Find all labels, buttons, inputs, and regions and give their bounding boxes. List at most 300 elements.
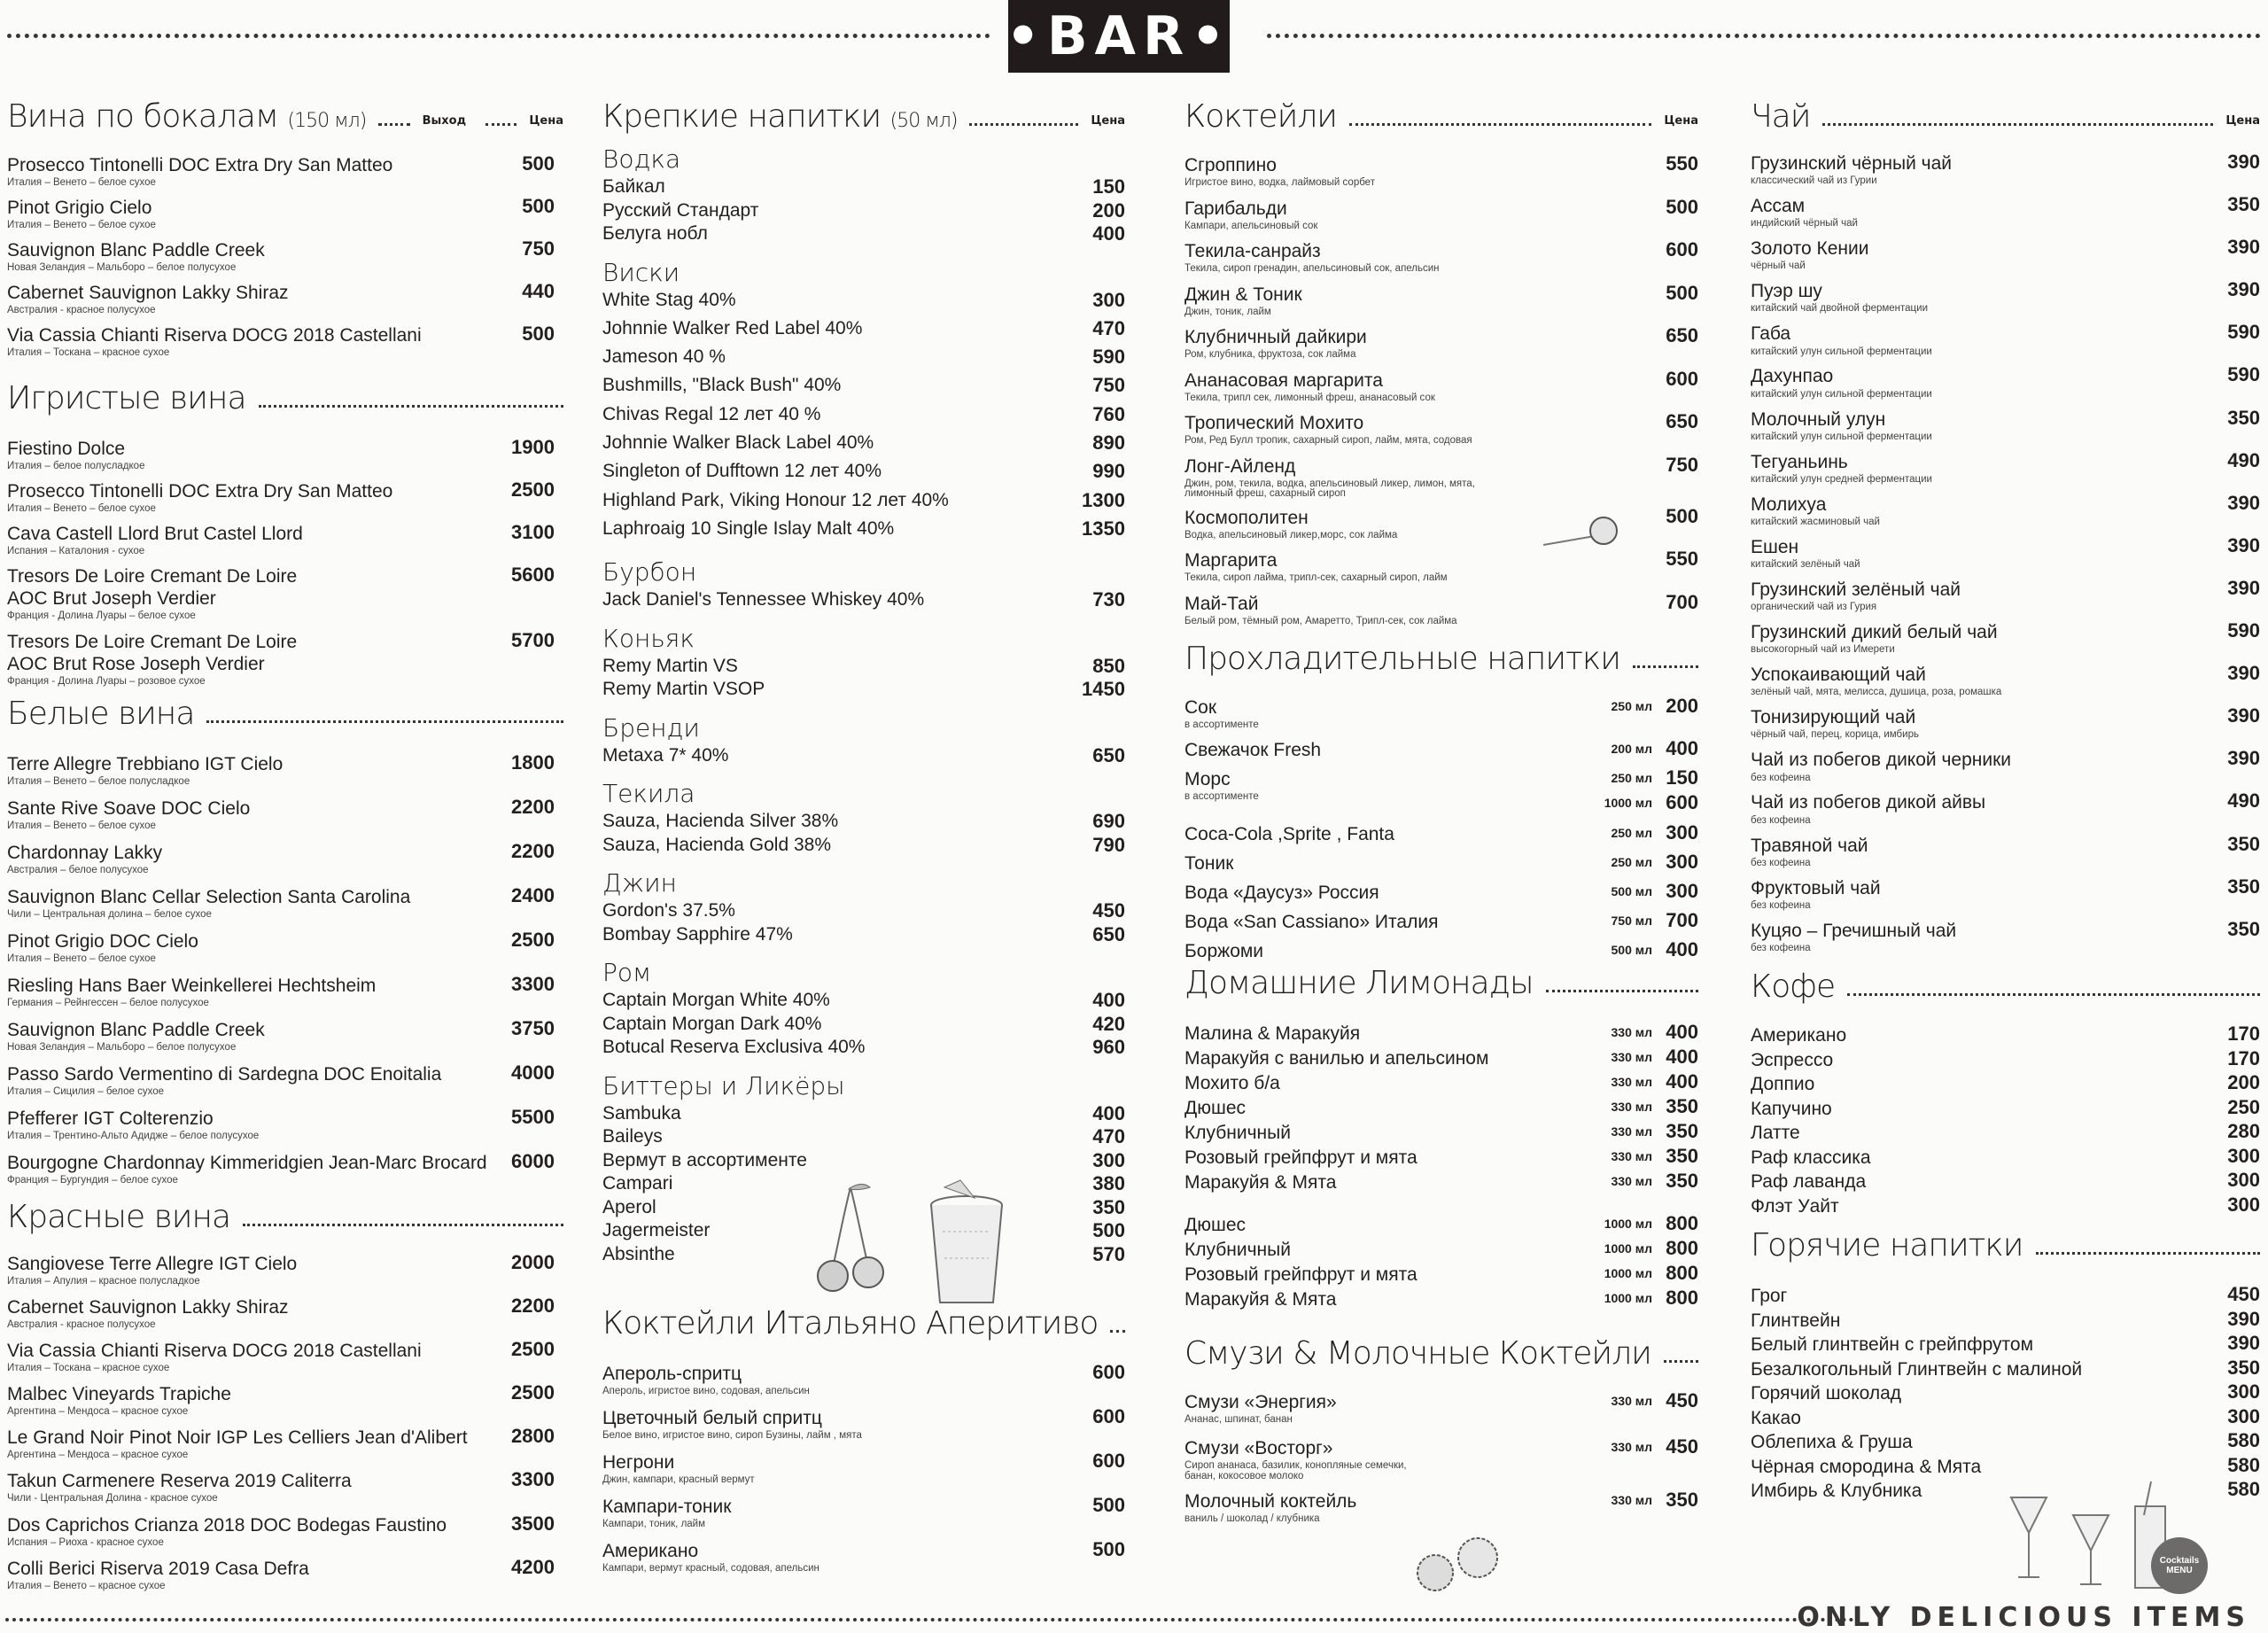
menu-item [7,1296,563,1340]
item-description: без кофеина [1751,772,1811,783]
item-price: 450 [1092,899,1125,922]
item-price: 5600 [511,564,555,586]
menu-item [7,1427,563,1470]
menu-section-spirits [602,94,1125,1268]
item-name: Маракуйя & Мята [1184,1289,1337,1310]
menu-item [602,991,1125,1015]
item-volume: 1000 мл [1604,1217,1652,1231]
item-price: 2200 [511,1295,555,1317]
item-price: 400 [1092,222,1125,245]
item-volume: 330 мл [1611,1075,1652,1089]
item-price: 590 [2227,363,2260,386]
item-description: Новая Зеландия – Мальборо – белое полусухое [7,262,237,274]
item-volume: 250 мл [1611,771,1652,785]
menu-item [7,1340,563,1383]
spirits-group-title: Биттеры и Ликёры [602,1070,845,1100]
menu-item [1751,1195,2260,1220]
item-volume: 330 мл [1611,1394,1652,1408]
item-name: White Stag 40% [602,289,736,310]
menu-item [1184,911,1698,940]
item-description: Водка, апельсиновый ликер,морс, сок лайма [1184,529,1398,540]
item-description: Белый ром, тёмный ром, Амаретто, Трипл-сек, сок лайма [1184,615,1457,626]
item-price: 590 [2227,321,2260,344]
menu-item [7,1253,563,1296]
menu-item [1184,326,1698,369]
item-price: 750 [1666,453,1698,476]
menu-item [1751,1382,2260,1407]
menu-item [602,654,1125,680]
dotted-leader [206,720,563,723]
item-name: Sauza, Hacienda Gold 38% [602,834,831,855]
item-name: Глинтвейн [1751,1310,1841,1331]
item-name: Доппио [1751,1074,1815,1094]
item-volume: 330 мл [1611,1149,1652,1163]
item-price: 650 [1092,922,1125,945]
section-title: Красные вина [7,1199,231,1235]
menu-item [1184,1023,1698,1047]
item-description: высокогорный чай из Имерети [1751,644,1895,656]
item-name: Байкал [602,176,665,197]
dotted-leader [378,123,409,126]
item-price: 1350 [1082,517,1125,540]
item-name: Американо [1751,1025,1847,1046]
item-price: 2200 [511,796,555,818]
menu-item [1751,1431,2260,1456]
menu-item [1751,365,2260,408]
item-name: Грузинский зелёный чай [1751,579,1961,600]
menu-item [7,1558,563,1601]
item-description: Сироп ананаса, базилик, конопляные семечки, банан, кокосовое молоко [1184,1460,1407,1481]
menu-item [1184,1490,1698,1536]
item-price: 650 [1666,324,1698,346]
item-name: Sauvignon Blanc Paddle Creek [7,1020,265,1040]
menu-item [1184,1072,1698,1097]
item-price: 390 [2227,576,2260,599]
menu-item [602,224,1125,248]
menu-item [602,680,1125,704]
item-price: 1300 [1082,488,1125,511]
item-price: 2500 [511,929,555,951]
item-name: Pinot Grigio DOC Cielo [7,931,198,952]
item-name: Молочный коктейль [1184,1491,1357,1512]
spirits-group-title: Текила [602,779,695,809]
menu-item [1751,832,2260,877]
item-price: 300 [2227,1380,2260,1403]
item-volume: 500 мл [1611,884,1652,898]
menu-item [7,438,563,480]
item-name: Sauvignon Blanc Cellar Selection Santa Carolina [7,887,411,907]
item-description: Джин, ром, текила, водка, апельсиновый ликер, лимон, мята, лимонный фреш, сахарный сироп [1184,478,1475,500]
item-price: 700 [1666,590,1698,613]
item-name: Имбирь & Клубника [1751,1481,1922,1501]
item-description: Франция - Долина Луары – белое сухое [7,610,196,622]
item-price: 440 [522,280,555,302]
item-name: Грузинский чёрный чай [1751,153,1952,174]
item-price: 1800 [511,751,555,774]
item-volume: 200 мл [1611,742,1652,756]
item-volume: 500 мл [1611,943,1652,957]
item-list [602,144,1125,1268]
item-price: 2500 [511,1338,555,1360]
item-description: Австралия – белое полусухое [7,865,149,876]
menu-item [1184,240,1698,284]
item-price: 400 [1092,1101,1125,1124]
menu-section-aperitivo [602,1301,1125,1584]
item-name: Baileys [602,1126,663,1147]
item-name: Ешен [1751,536,1799,557]
item-list [1184,1391,1698,1536]
item-name: Май-Тай [1184,593,1259,614]
item-price: 750 [1092,374,1125,397]
menu-item [602,812,1125,836]
section-title: Прохладительные напитки [1184,641,1620,677]
item-price: 800 [1666,1262,1698,1284]
column-header-yield: Выход [422,114,467,128]
menu-item [602,519,1125,548]
item-price: 300 [1666,851,1698,873]
menu-section-hot-drinks [1751,1223,2260,1505]
item-name: Джин & Тоник [1184,284,1302,305]
section-title-note: (150 мл) [287,110,367,132]
menu-item [1751,576,2260,621]
item-price: 350 [2227,875,2260,898]
item-name: Highland Park, Viking Honour 12 лет 40% [602,489,949,510]
menu-item [7,1152,563,1196]
item-price: 580 [2227,1478,2260,1500]
menu-item [7,1063,563,1108]
item-price: 470 [1092,1125,1125,1148]
menu-item [1751,791,2260,834]
item-name: Johnnie Walker Black Label 40% [602,432,874,453]
item-description: чёрный чай, перец, корица, имбирь [1751,729,1919,741]
item-description: Италия – Венето – белое сухое [7,220,156,231]
menu-item [1751,1122,2260,1147]
menu-item [602,1363,1125,1407]
item-price: 400 [1666,1046,1698,1068]
item-description: Кампари, апельсиновый сок [1184,220,1318,231]
item-price: 990 [1092,460,1125,483]
item-description: Австралия - красное полусухое [7,1319,156,1331]
item-name: Американо [602,1541,699,1561]
item-description: Аргентина – Мендоса – красное сухое [7,1450,189,1461]
menu-item [602,1407,1125,1451]
menu-item [1184,1437,1698,1490]
item-name: Remy Martin VS [602,655,738,676]
section-title: Крепкие напитки (50 мл) [602,98,958,135]
menu-item [602,177,1125,201]
item-name: Сгроппино [1184,155,1277,175]
item-price: 390 [2227,533,2260,556]
item-price: 1900 [511,436,555,458]
item-name: Terre Allegre Trebbiano IGT Cielo [7,754,284,774]
menu-section-soft-drinks [1184,636,1698,969]
item-price: 760 [1092,402,1125,425]
dotted-leader [969,123,1078,126]
menu-item [1751,152,2260,195]
item-name: Тегуаньинь [1751,451,1848,472]
menu-item [1751,917,2260,962]
item-description: Италия – Трентино-Альто Адидже – белое полусухое [7,1131,260,1142]
item-name: Латте [1751,1123,1800,1143]
item-name: Jameson 40 % [602,346,726,368]
item-description: Текила, трипл сек, лимонный фреш, ананасовый сок [1184,392,1435,403]
menu-item [1184,154,1698,198]
item-name: Раф классика [1751,1147,1871,1168]
item-name: Куцяо – Гречишный чай [1751,920,1957,941]
menu-item [602,1012,1125,1038]
item-volume: 250 мл [1611,855,1652,869]
item-name: Молихуа [1751,494,1827,515]
menu-item [602,590,1125,614]
menu-item [1184,590,1698,636]
section-title: Вина по бокалам (150 мл) [7,98,367,135]
item-price: 500 [522,195,555,217]
section-header [1184,636,1698,677]
section-header [602,94,1125,135]
item-list [1751,152,2260,962]
item-volume: 250 мл [1611,826,1652,840]
item-name: Pfefferer IGT Colterenzio [7,1108,214,1129]
menu-item [602,402,1125,433]
item-price: 250 [2227,1095,2260,1118]
item-price: 650 [1092,743,1125,766]
item-price: 500 [1092,1494,1125,1516]
item-price: 150 [1666,766,1698,789]
item-description: Испания – Каталония - сухое [7,546,145,557]
item-name: Габа [1751,323,1791,345]
item-volume: 330 мл [1611,1025,1652,1039]
menu-item [7,1108,563,1152]
badge-text: Cocktails MENU [2159,1556,2200,1575]
item-price: 390 [2227,278,2260,301]
menu-item [602,488,1125,519]
olive-pick-sketch-icon [1542,509,1621,554]
item-name: Чай из побегов дикой айвы [1751,792,1986,813]
item-name: Молочный улун [1751,408,1886,430]
menu-item [1751,1170,2260,1195]
menu-item [7,565,563,631]
menu-item [7,1019,563,1063]
item-price: 300 [2227,1169,2260,1191]
item-name: Маракуйя & Мята [1184,1172,1337,1193]
item-name: Дюшес [1184,1215,1246,1235]
menu-section-tea [1751,94,2260,962]
item-name: Раф лаванда [1751,1171,1867,1192]
item-price: 350 [2227,406,2260,429]
menu-item [1751,1285,2260,1310]
menu-item [7,154,563,197]
item-volume: 750 мл [1611,914,1652,928]
section-header [1184,1331,1698,1372]
item-price: 400 [1666,737,1698,759]
item-price: 690 [1092,810,1125,833]
item-name: Tresors De Loire Cremant De Loire AOC Brut Rose Joseph Verdier [7,632,298,675]
item-price: 350 [2227,832,2260,855]
item-price: 5700 [511,629,555,651]
item-price: 300 [2227,1404,2260,1427]
item-price: 2500 [511,478,555,501]
dotted-leader [1847,993,2260,996]
section-title: Кофе [1751,968,1836,1005]
item-price: 450 [1666,1389,1698,1411]
item-price: 500 [1092,1219,1125,1242]
item-description: Чили - Центральная Долина - красное сухое [7,1493,218,1505]
item-description: Белое вино, игристое вино, сироп Бузины, лайм , мята [602,1430,862,1442]
item-name: Смузи «Энергия» [1184,1392,1337,1412]
menu-item [1184,1239,1698,1264]
menu-item [1751,1095,2260,1123]
item-price: 350 [1666,1489,1698,1511]
menu-item [1184,1097,1698,1122]
menu-item [602,316,1125,347]
menu-item [602,1451,1125,1496]
item-price: 580 [2227,1429,2260,1451]
menu-item [1751,1453,2260,1481]
menu-item [1751,237,2260,280]
menu-item [602,1148,1125,1175]
item-description: классический чай из Гурии [1751,175,1877,187]
item-price: 790 [1092,833,1125,856]
menu-item [1184,1264,1698,1288]
item-volume: 1000 мл [1604,1241,1652,1256]
menu-section-cocktails [1184,94,1698,635]
item-description: без кофеина [1751,857,1811,868]
item-name: Белый глинтвейн с грейпфрутом [1751,1334,2034,1355]
item-price: 580 [2227,1453,2260,1476]
item-description: Испания – Риоха - красное сухое [7,1537,164,1549]
item-name: Цветочный белый спритц [602,1408,822,1428]
menu-item [7,1383,563,1427]
item-price: 2800 [511,1425,555,1447]
item-name: Лонг-Айленд [1184,455,1296,477]
item-name: Ананасовая маргарита [1184,369,1383,391]
item-price: 850 [1092,654,1125,677]
menu-item [1184,1122,1698,1147]
item-name: Сок [1184,697,1217,718]
item-description: Джин, кампари, красный вермут [602,1474,755,1486]
item-price: 400 [1092,989,1125,1012]
item-price: 300 [2227,1144,2260,1167]
item-price: 390 [2227,1307,2260,1330]
item-price: 2200 [511,840,555,862]
item-name: Грузинский дикий белый чай [1751,622,1998,643]
item-name: Campari [602,1173,673,1194]
spirits-group-title: Водка [602,144,681,174]
item-price: 800 [1666,1212,1698,1234]
item-name: Безалкогольный Глинтвейн с малиной [1751,1358,2083,1380]
menu-item [602,1101,1125,1128]
section-header [1751,94,2260,135]
item-description: Чили – Центральная долина – белое сухое [7,909,212,921]
item-price: 300 [1666,880,1698,902]
item-description: Франция – Бургундия – белое сухое [7,1175,178,1186]
item-price: 590 [2227,619,2260,642]
item-name: Laphroaig 10 Single Islay Malt 40% [602,517,895,539]
item-description: Джин, тоник, лайм [1184,306,1271,317]
item-price: 450 [2227,1283,2260,1305]
item-price: 3500 [511,1512,555,1535]
glass-sketch-icon [918,1178,1015,1311]
menu-item [7,1470,563,1514]
menu-item [7,1514,563,1558]
item-name: Remy Martin VSOP [602,679,765,700]
section-title: Горячие напитки [1751,1227,2023,1264]
menu-item [1184,1047,1698,1072]
item-price: 350 [2227,917,2260,940]
item-name: Sangiovese Terre Allegre IGT Cielo [7,1254,298,1274]
item-description: китайский жасминовый чай [1751,516,1880,527]
item-name: Белуга нобл [602,223,708,244]
menu-item [1751,195,2260,237]
section-header [7,376,563,416]
item-description: Италия – Тоскана – красное сухое [7,347,170,359]
item-name: Chivas Regal 12 лет 40 % [602,403,821,424]
menu-item [7,930,563,975]
item-price: 500 [1092,1538,1125,1560]
item-name: Sauvignon Blanc Paddle Creek [7,240,265,261]
item-name: Aperol [602,1196,656,1217]
item-description: Италия – Венето – белое полусладкое [7,776,190,788]
item-price: 3750 [511,1017,555,1039]
dotted-leader [259,405,563,408]
item-name: Капучино [1751,1098,1832,1119]
menu-section-sparkling [7,376,563,696]
item-name: Флэт Уайт [1751,1195,1839,1217]
column-header-price: Цена [1091,114,1125,128]
item-name: Горячий шоколад [1751,1383,1902,1404]
item-description: Италия – Венето – белое сухое [7,953,156,965]
item-list [7,753,563,1196]
item-name: Sauza, Hacienda Silver 38% [602,811,839,832]
item-name: Botucal Reserva Exclusiva 40% [602,1037,866,1058]
item-name: Чай из побегов дикой черники [1751,750,2012,771]
menu-item [1751,1144,2260,1171]
item-price: 150 [1092,175,1125,198]
item-name: Чёрная смородина & Мята [1751,1456,1982,1477]
item-name: Свежачок Fresh [1184,740,1322,760]
bar-title: •BAR• [1008,0,1230,73]
menu-section-wines-by-glass [7,94,563,367]
menu-item [7,886,563,930]
item-name: Gordon's 37.5% [602,900,735,921]
item-name: Кампари-тоник [602,1497,732,1517]
item-list [1751,1024,2260,1219]
item-name: Клубничный дайкири [1184,327,1367,347]
item-list [602,1363,1125,1584]
item-price: 570 [1092,1242,1125,1265]
item-price: 750 [522,237,555,260]
item-price: 550 [1666,548,1698,570]
item-name: Клубничный [1184,1240,1291,1260]
item-name: Травяной чай [1751,835,1868,856]
item-price: 2400 [511,884,555,906]
section-title: Чай [1751,98,1811,135]
menu-item [602,901,1125,925]
menu-item [7,523,563,565]
menu-item [1751,448,2260,494]
item-name: Colli Berici Riserva 2019 Casa Defra [7,1559,309,1579]
item-name: Singleton of Dufftown 12 лет 40% [602,461,882,482]
item-volume: 250 мл [1611,699,1652,713]
column-header-price: Цена [1664,114,1698,128]
menu-item [602,433,1125,462]
item-price: 300 [2227,1193,2260,1216]
menu-section-white [7,691,563,1196]
item-price: 890 [1092,431,1125,454]
item-description: Италия – белое полусладкое [7,461,145,472]
item-volume: 330 мл [1611,1174,1652,1188]
item-name: Розовый грейпфрут и мята [1184,1264,1418,1285]
